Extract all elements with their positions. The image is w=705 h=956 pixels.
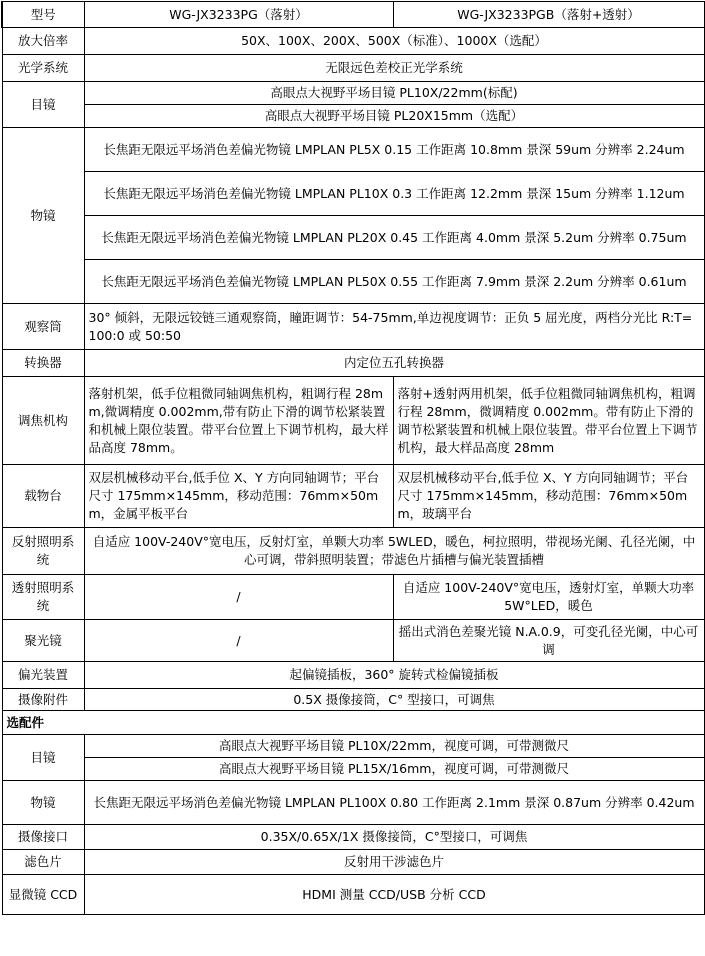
opt-eyepiece-item: 高眼点大视野平场目镜 PL15X/16mm，视度可调，可带测微尺 — [84, 758, 704, 781]
transmitted-col2: 自适应 100V-240V°宽电压，透射灯室，单颗大功率 5W°LED，暖色 — [393, 575, 704, 620]
label-stage: 载物台 — [2, 465, 84, 528]
observation-tube-value: 30° 倾斜，无限远铰链三通观察筒，瞳距调节：54-75mm,单边视度调节：正负 5 屈光度，两档分光比 R:T=100:0 或 50:50 — [84, 304, 704, 350]
row-stage — [2, 465, 704, 528]
row-optical-system — [2, 55, 704, 82]
row-focus — [2, 377, 704, 465]
label-camera: 摄像附件 — [2, 689, 84, 711]
row-condenser — [2, 620, 704, 662]
label-opt-camera-port: 摄像接口 — [2, 825, 84, 850]
label-optical-system: 光学系统 — [2, 55, 84, 82]
label-opt-eyepiece: 目镜 — [2, 735, 84, 781]
label-magnification: 放大倍率 — [2, 28, 84, 55]
condenser-col2: 摇出式消色差聚光镜 N.A.0.9，可变孔径光阑，中心可调 — [393, 620, 704, 662]
eyepiece-item: 高眼点大视野平场目镜 PL10X/22mm(标配) — [84, 82, 704, 105]
row-eyepiece-2 — [2, 105, 704, 128]
condenser-col1: / — [84, 620, 393, 662]
label-opt-ccd: 显微镜 CCD — [2, 875, 84, 915]
focus-col1: 落射机架，低手位粗微同轴调焦机构，粗调行程 28mm,微调精度 0.002mm,带有防止下滑的调节松紧装置和机械上限位装置。带平台位置上下调节机构，最大样品高度 78mm。 — [84, 377, 393, 465]
row-reflected — [2, 528, 704, 575]
opt-filter-value: 反射用干涉滤色片 — [84, 850, 704, 875]
row-objective-3 — [2, 216, 704, 260]
opt-camera-port-value: 0.35X/0.65X/1X 摄像接筒，C°型接口，可调焦 — [84, 825, 704, 850]
objective-item: 长焦距无限远平场消色差偏光物镜 LMPLAN PL20X 0.45 工作距离 4.0mm 景深 5.2um 分辨率 0.75um — [84, 216, 704, 260]
stage-col1: 双层机械移动平台,低手位 X、Y 方向同轴调节；平台尺寸 175mm×145mm，移动范围：76mm×50mm，金属平板平台 — [84, 465, 393, 528]
objective-item: 长焦距无限远平场消色差偏光物镜 LMPLAN PL50X 0.55 工作距离 7.9mm 景深 2.2um 分辨率 0.61um — [84, 260, 704, 304]
row-opt-eyepiece-2 — [2, 758, 704, 781]
row-opt-filter — [2, 850, 704, 875]
row-magnification — [2, 28, 704, 55]
label-transmitted: 透射照明系统 — [2, 575, 84, 620]
options-title: 选配件 — [2, 711, 704, 735]
model-col1: WG-JX3233PG（落射） — [84, 2, 393, 28]
row-options-header — [2, 711, 704, 735]
objective-item: 长焦距无限远平场消色差偏光物镜 LMPLAN PL5X 0.15 工作距离 10.8mm 景深 59um 分辨率 2.24um — [84, 128, 704, 172]
row-eyepiece-1 — [2, 82, 704, 105]
label-opt-filter: 滤色片 — [2, 850, 84, 875]
label-observation-tube: 观察筒 — [2, 304, 84, 350]
polarizer-value: 起偏镜插板，360° 旋转式检偏镜插板 — [84, 662, 704, 689]
label-condenser: 聚光镜 — [2, 620, 84, 662]
opt-eyepiece-item: 高眼点大视野平场目镜 PL10X/22mm，视度可调，可带测微尺 — [84, 735, 704, 758]
row-objective-4 — [2, 260, 704, 304]
row-polarizer — [2, 662, 704, 689]
row-opt-objective — [2, 781, 704, 825]
label-eyepiece: 目镜 — [2, 82, 84, 128]
stage-col2: 双层机械移动平台,低手位 X、Y 方向同轴调节；平台尺寸 175mm×145mm，移动范围：76mm×50mm，玻璃平台 — [393, 465, 704, 528]
transmitted-col1: / — [84, 575, 393, 620]
row-opt-eyepiece-1 — [2, 735, 704, 758]
nosepiece-value: 内定位五孔转换器 — [84, 350, 704, 377]
row-objective-2 — [2, 172, 704, 216]
model-col2: WG-JX3233PGB（落射+透射） — [393, 2, 704, 28]
row-nosepiece — [2, 350, 704, 377]
row-camera — [2, 689, 704, 711]
row-observation-tube — [2, 304, 704, 350]
camera-value: 0.5X 摄像接筒，C° 型接口，可调焦 — [84, 689, 704, 711]
opt-ccd-value: HDMI 测量 CCD/USB 分析 CCD — [84, 875, 704, 915]
row-opt-ccd — [2, 875, 704, 915]
row-model — [2, 2, 704, 28]
label-model: 型号 — [2, 2, 84, 28]
label-polarizer: 偏光装置 — [2, 662, 84, 689]
label-reflected: 反射照明系统 — [2, 528, 84, 575]
label-nosepiece: 转换器 — [2, 350, 84, 377]
row-objective-1 — [2, 128, 704, 172]
opt-objective-value: 长焦距无限远平场消色差偏光物镜 LMPLAN PL100X 0.80 工作距离 2.1mm 景深 0.87um 分辨率 0.42um — [84, 781, 704, 825]
label-focus: 调焦机构 — [2, 377, 84, 465]
reflected-value: 自适应 100V-240V°宽电压，反射灯室，单颗大功率 5WLED，暖色，柯拉照明，带视场光阑、孔径光阑，中心可调，带斜照明装置；带滤色片插槽与偏光装置插槽 — [84, 528, 704, 575]
row-opt-camera-port — [2, 825, 704, 850]
optical-system-value: 无限远色差校正光学系统 — [84, 55, 704, 82]
focus-col2: 落射+透射两用机架，低手位粗微同轴调焦机构，粗调行程 28mm，微调精度 0.002mm。带有防止下滑的调节松紧装置和机械上限位装置。带平台位置上下调节机构，最大样品高度 28mm — [393, 377, 704, 465]
label-objective: 物镜 — [2, 128, 84, 304]
row-transmitted — [2, 575, 704, 620]
spec-table — [1, 1, 705, 915]
objective-item: 长焦距无限远平场消色差偏光物镜 LMPLAN PL10X 0.3 工作距离 12.2mm 景深 15um 分辨率 1.12um — [84, 172, 704, 216]
eyepiece-item: 高眼点大视野平场目镜 PL20X15mm（选配） — [84, 105, 704, 128]
magnification-value: 50X、100X、200X、500X（标准）、1000X（选配） — [84, 28, 704, 55]
label-opt-objective: 物镜 — [2, 781, 84, 825]
